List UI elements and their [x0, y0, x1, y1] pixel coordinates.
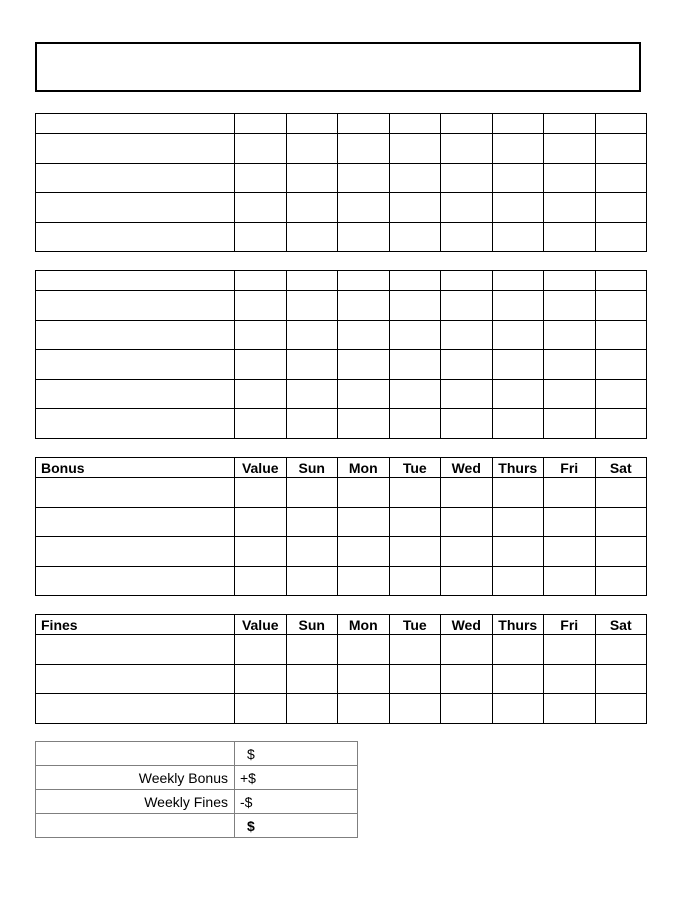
table-row: [36, 379, 647, 409]
day-cell[interactable]: [286, 291, 338, 321]
chores-table-1: [35, 113, 647, 252]
task-cell[interactable]: [36, 379, 235, 409]
table-row: [36, 134, 647, 164]
day-cell[interactable]: [389, 291, 441, 321]
day-cell[interactable]: [441, 163, 493, 193]
header-cell[interactable]: [441, 271, 493, 291]
day-cell[interactable]: [441, 222, 493, 252]
day-cell[interactable]: [441, 193, 493, 223]
task-cell[interactable]: [36, 537, 235, 567]
task-cell[interactable]: [36, 478, 235, 508]
day-cell[interactable]: [389, 409, 441, 439]
day-cell[interactable]: [389, 379, 441, 409]
value-header: Value: [235, 458, 287, 478]
day-cell[interactable]: [286, 320, 338, 350]
day-cell[interactable]: [595, 291, 647, 321]
day-cell[interactable]: [338, 193, 390, 223]
table-row: [36, 193, 647, 223]
day-cell[interactable]: [441, 350, 493, 380]
day-cell[interactable]: [441, 478, 493, 508]
day-cell[interactable]: [389, 350, 441, 380]
day-cell[interactable]: [441, 291, 493, 321]
value-cell[interactable]: [235, 379, 287, 409]
day-header-wed: Wed: [441, 458, 493, 478]
day-cell[interactable]: [389, 566, 441, 596]
day-cell[interactable]: [338, 664, 390, 694]
value-cell[interactable]: [235, 694, 287, 724]
day-cell[interactable]: [286, 193, 338, 223]
day-cell[interactable]: [389, 478, 441, 508]
summary-row-fines: [36, 790, 358, 814]
day-cell[interactable]: [595, 320, 647, 350]
day-cell[interactable]: [389, 537, 441, 567]
header-cell[interactable]: [338, 114, 390, 134]
header-cell[interactable]: [389, 271, 441, 291]
day-cell[interactable]: [441, 134, 493, 164]
task-cell[interactable]: [36, 409, 235, 439]
day-cell[interactable]: [389, 163, 441, 193]
day-cell[interactable]: [441, 409, 493, 439]
day-cell[interactable]: [338, 163, 390, 193]
task-cell[interactable]: [36, 320, 235, 350]
day-cell[interactable]: [492, 409, 544, 439]
day-cell[interactable]: [286, 537, 338, 567]
day-cell[interactable]: [544, 379, 596, 409]
table-row: [36, 478, 647, 508]
weekly-fines-label: Weekly Fines: [36, 790, 235, 814]
chart-title-box[interactable]: [35, 42, 641, 92]
day-cell[interactable]: [286, 350, 338, 380]
day-cell[interactable]: [492, 134, 544, 164]
total-label[interactable]: [36, 814, 235, 838]
day-cell[interactable]: [441, 664, 493, 694]
day-header-fri: Fri: [544, 615, 596, 635]
table-row: [36, 635, 647, 665]
day-cell[interactable]: [544, 478, 596, 508]
table-header-row: [36, 458, 647, 478]
task-cell[interactable]: [36, 635, 235, 665]
header-cell[interactable]: [286, 114, 338, 134]
value-cell[interactable]: [235, 478, 287, 508]
day-cell[interactable]: [492, 222, 544, 252]
day-header-mon: Mon: [338, 615, 390, 635]
day-cell[interactable]: [544, 409, 596, 439]
day-cell[interactable]: [492, 379, 544, 409]
weekly-bonus-label: Weekly Bonus: [36, 766, 235, 790]
day-cell[interactable]: [544, 664, 596, 694]
day-cell[interactable]: [544, 537, 596, 567]
day-cell[interactable]: [492, 291, 544, 321]
header-cell[interactable]: [595, 271, 647, 291]
table-header-row: [36, 615, 647, 635]
value-cell[interactable]: [235, 566, 287, 596]
day-cell[interactable]: [595, 664, 647, 694]
day-cell[interactable]: [338, 350, 390, 380]
day-cell[interactable]: [492, 537, 544, 567]
day-cell[interactable]: [286, 222, 338, 252]
fines-header-label: Fines: [36, 615, 235, 635]
day-cell[interactable]: [338, 537, 390, 567]
day-cell[interactable]: [389, 507, 441, 537]
header-cell[interactable]: [286, 271, 338, 291]
day-cell[interactable]: [595, 134, 647, 164]
value-cell[interactable]: [235, 537, 287, 567]
task-cell[interactable]: [36, 566, 235, 596]
day-cell[interactable]: [595, 635, 647, 665]
day-cell[interactable]: [544, 566, 596, 596]
day-cell[interactable]: [492, 694, 544, 724]
day-header-sat: Sat: [595, 615, 647, 635]
day-cell[interactable]: [492, 163, 544, 193]
day-cell[interactable]: [338, 635, 390, 665]
header-cell[interactable]: [36, 114, 235, 134]
day-cell[interactable]: [441, 635, 493, 665]
weekly-summary-table: [35, 741, 358, 838]
value-cell[interactable]: [235, 635, 287, 665]
day-cell[interactable]: [595, 350, 647, 380]
day-cell[interactable]: [338, 222, 390, 252]
day-cell[interactable]: [492, 635, 544, 665]
summary-row-bonus: [36, 766, 358, 790]
task-cell[interactable]: [36, 193, 235, 223]
day-cell[interactable]: [286, 507, 338, 537]
day-cell[interactable]: [286, 163, 338, 193]
day-cell[interactable]: [338, 566, 390, 596]
bonus-table: [35, 457, 647, 596]
table-row: [36, 694, 647, 724]
task-cell[interactable]: [36, 664, 235, 694]
day-cell[interactable]: [441, 537, 493, 567]
day-header-tue: Tue: [389, 615, 441, 635]
table-row: [36, 409, 647, 439]
day-cell[interactable]: [441, 379, 493, 409]
day-cell[interactable]: [595, 694, 647, 724]
day-cell[interactable]: [492, 664, 544, 694]
day-cell[interactable]: [338, 320, 390, 350]
day-cell[interactable]: [441, 694, 493, 724]
value-cell[interactable]: [235, 409, 287, 439]
day-cell[interactable]: [544, 507, 596, 537]
value-cell[interactable]: [235, 222, 287, 252]
summary-row-earnings: [36, 742, 358, 766]
day-cell[interactable]: [389, 635, 441, 665]
chores-table-2: [35, 270, 647, 439]
day-cell[interactable]: [595, 566, 647, 596]
day-cell[interactable]: [544, 350, 596, 380]
day-header-sat: Sat: [595, 458, 647, 478]
table-header-row: [36, 271, 647, 291]
header-cell[interactable]: [492, 271, 544, 291]
value-header: Value: [235, 615, 287, 635]
day-cell[interactable]: [338, 134, 390, 164]
day-cell[interactable]: [286, 134, 338, 164]
day-cell[interactable]: [338, 507, 390, 537]
task-cell[interactable]: [36, 507, 235, 537]
table-row: [36, 163, 647, 193]
task-cell[interactable]: [36, 291, 235, 321]
day-cell[interactable]: [338, 409, 390, 439]
task-cell[interactable]: [36, 163, 235, 193]
day-cell[interactable]: [286, 379, 338, 409]
header-cell[interactable]: [595, 114, 647, 134]
day-cell[interactable]: [492, 478, 544, 508]
task-cell[interactable]: [36, 694, 235, 724]
table-header-row: [36, 114, 647, 134]
task-cell[interactable]: [36, 222, 235, 252]
task-cell[interactable]: [36, 134, 235, 164]
weekly-fines-amount[interactable]: -$: [235, 790, 358, 814]
day-header-tue: Tue: [389, 458, 441, 478]
header-cell[interactable]: [235, 114, 287, 134]
day-cell[interactable]: [338, 694, 390, 724]
table-row: [36, 507, 647, 537]
table-row: [36, 537, 647, 567]
day-cell[interactable]: [595, 163, 647, 193]
total-amount[interactable]: $: [235, 814, 358, 838]
day-cell[interactable]: [544, 694, 596, 724]
table-row: [36, 566, 647, 596]
day-cell[interactable]: [286, 664, 338, 694]
table-row: [36, 222, 647, 252]
day-cell[interactable]: [441, 320, 493, 350]
day-cell[interactable]: [595, 379, 647, 409]
fines-table: [35, 614, 647, 724]
value-cell[interactable]: [235, 350, 287, 380]
value-cell[interactable]: [235, 291, 287, 321]
value-cell[interactable]: [235, 163, 287, 193]
day-cell[interactable]: [441, 507, 493, 537]
table-row: [36, 320, 647, 350]
day-cell[interactable]: [389, 320, 441, 350]
earnings-label[interactable]: [36, 742, 235, 766]
day-cell[interactable]: [544, 291, 596, 321]
header-cell[interactable]: [544, 114, 596, 134]
day-cell[interactable]: [544, 320, 596, 350]
day-cell[interactable]: [544, 193, 596, 223]
day-cell[interactable]: [595, 537, 647, 567]
day-cell[interactable]: [544, 222, 596, 252]
day-cell[interactable]: [286, 566, 338, 596]
summary-row-total: [36, 814, 358, 838]
day-cell[interactable]: [544, 163, 596, 193]
day-cell[interactable]: [595, 507, 647, 537]
header-cell[interactable]: [492, 114, 544, 134]
day-cell[interactable]: [286, 694, 338, 724]
day-cell[interactable]: [338, 291, 390, 321]
day-cell[interactable]: [595, 222, 647, 252]
day-cell[interactable]: [389, 193, 441, 223]
value-cell[interactable]: [235, 320, 287, 350]
day-cell[interactable]: [389, 134, 441, 164]
day-cell[interactable]: [389, 664, 441, 694]
day-cell[interactable]: [544, 635, 596, 665]
day-cell[interactable]: [338, 478, 390, 508]
day-cell[interactable]: [286, 635, 338, 665]
value-cell[interactable]: [235, 507, 287, 537]
day-cell[interactable]: [286, 409, 338, 439]
bonus-header-label: Bonus: [36, 458, 235, 478]
day-cell[interactable]: [286, 478, 338, 508]
day-cell[interactable]: [492, 320, 544, 350]
value-cell[interactable]: [235, 664, 287, 694]
day-header-fri: Fri: [544, 458, 596, 478]
day-cell[interactable]: [595, 193, 647, 223]
header-cell[interactable]: [338, 271, 390, 291]
header-cell[interactable]: [544, 271, 596, 291]
weekly-bonus-amount[interactable]: +$: [235, 766, 358, 790]
value-cell[interactable]: [235, 134, 287, 164]
header-cell[interactable]: [235, 271, 287, 291]
day-header-thurs: Thurs: [492, 615, 544, 635]
value-cell[interactable]: [235, 193, 287, 223]
header-cell[interactable]: [389, 114, 441, 134]
day-header-wed: Wed: [441, 615, 493, 635]
day-cell[interactable]: [492, 566, 544, 596]
table-row: [36, 664, 647, 694]
day-cell[interactable]: [338, 379, 390, 409]
day-cell[interactable]: [595, 409, 647, 439]
day-cell[interactable]: [441, 566, 493, 596]
table-row: [36, 291, 647, 321]
day-cell[interactable]: [492, 193, 544, 223]
day-cell[interactable]: [544, 134, 596, 164]
earnings-amount[interactable]: $: [235, 742, 358, 766]
day-header-sun: Sun: [286, 458, 338, 478]
header-cell[interactable]: [36, 271, 235, 291]
header-cell[interactable]: [441, 114, 493, 134]
day-cell[interactable]: [595, 478, 647, 508]
day-cell[interactable]: [492, 507, 544, 537]
day-cell[interactable]: [389, 694, 441, 724]
day-header-sun: Sun: [286, 615, 338, 635]
day-cell[interactable]: [492, 350, 544, 380]
day-cell[interactable]: [389, 222, 441, 252]
day-header-mon: Mon: [338, 458, 390, 478]
task-cell[interactable]: [36, 350, 235, 380]
table-row: [36, 350, 647, 380]
day-header-thurs: Thurs: [492, 458, 544, 478]
